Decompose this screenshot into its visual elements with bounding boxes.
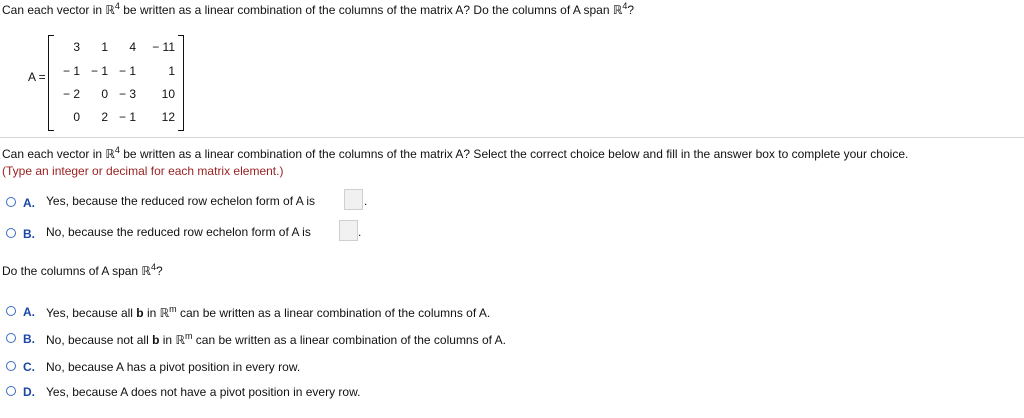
option-letter: A. [23,196,35,210]
radio-button[interactable] [6,228,16,238]
matrix-cell: 12 [161,110,175,124]
matrix-cell: − 1 [118,64,136,78]
matrix-cell: 1 [168,64,175,78]
option-text [46,333,506,347]
question-prefix: Can each vector in [2,3,106,17]
option-text-part: in [143,306,160,320]
option-text-part: can be written as a linear combination of the columns of A. [192,333,506,347]
part1-hint: (Type an integer or decimal for each matrix element.) [2,164,284,178]
set-symbol: ℝ [159,306,170,320]
question-mid: be written as a linear combination of the columns of the matrix A? Do the columns of A span [119,3,613,17]
radio-button[interactable] [6,306,16,316]
matrix-cell: 0 [73,110,80,124]
option-text [46,306,490,320]
matrix-cell: 10 [161,87,175,101]
matrix-cell: − 3 [118,87,136,101]
matrix-right-bracket [178,35,184,131]
set-exponent: 4 [150,262,156,272]
section-divider [0,137,1024,138]
set-exponent: m [184,331,193,341]
matrix-cell: − 1 [90,64,108,78]
question-suffix: ? [627,3,635,17]
set-exponent: 4 [114,1,120,11]
option-letter: B. [23,227,35,241]
set-symbol: ℝ [105,147,115,161]
option-period: . [358,225,362,239]
option-letter: C. [23,360,35,374]
part1-suffix: be written as a linear combination of the columns of the matrix A? Select the correct choice below and fill in the answer box to complete your choice. [119,147,909,161]
set-exponent: m [169,304,177,314]
option-text: No, because the reduced row echelon form of A is [46,225,311,239]
question-text [2,3,634,17]
matrix-cell: − 11 [152,40,175,54]
matrix-cell: − 1 [62,64,80,78]
matrix-cell: 4 [129,40,136,54]
radio-button[interactable] [6,197,16,207]
set-symbol: ℝ [612,3,623,17]
part1-prefix: Can each vector in [2,147,106,161]
vector-b: b [136,306,144,320]
option-letter: D. [23,385,35,399]
matrix-label: A = [28,70,46,84]
set-symbol: ℝ [141,264,151,278]
part2-prefix: Do the columns of A span [2,264,142,278]
matrix-cell: 0 [101,87,108,101]
matrix-cell: 3 [73,40,80,54]
vector-b: b [152,333,160,347]
radio-button[interactable] [6,361,16,371]
set-exponent: 4 [114,145,120,155]
matrix-cell: 1 [101,40,108,54]
answer-box[interactable] [339,220,358,241]
option-text: Yes, because the reduced row echelon form of A is [46,194,316,208]
radio-button[interactable] [6,386,16,396]
option-period: . [364,194,368,208]
answer-box[interactable] [344,189,363,210]
option-letter: A. [23,305,35,319]
option-letter: B. [23,332,35,346]
option-text-part: No, because not all [46,333,153,347]
part1-question [2,147,908,161]
set-exponent: 4 [622,1,628,11]
part2-suffix: ? [155,264,163,278]
radio-button[interactable] [6,333,16,343]
set-symbol: ℝ [175,333,185,347]
part2-question [2,264,163,278]
matrix-cell: 2 [101,110,108,124]
matrix-cell: − 1 [118,110,136,124]
option-text-part: in [159,333,176,347]
option-text: No, because A has a pivot position in every row. [46,360,301,374]
option-text-part: can be written as a linear combination of the columns of A. [176,306,491,320]
set-symbol: ℝ [105,3,115,17]
option-text: Yes, because A does not have a pivot position in every row. [46,385,361,399]
option-text-part: Yes, because all [46,306,137,320]
matrix-cell: − 2 [62,87,80,101]
